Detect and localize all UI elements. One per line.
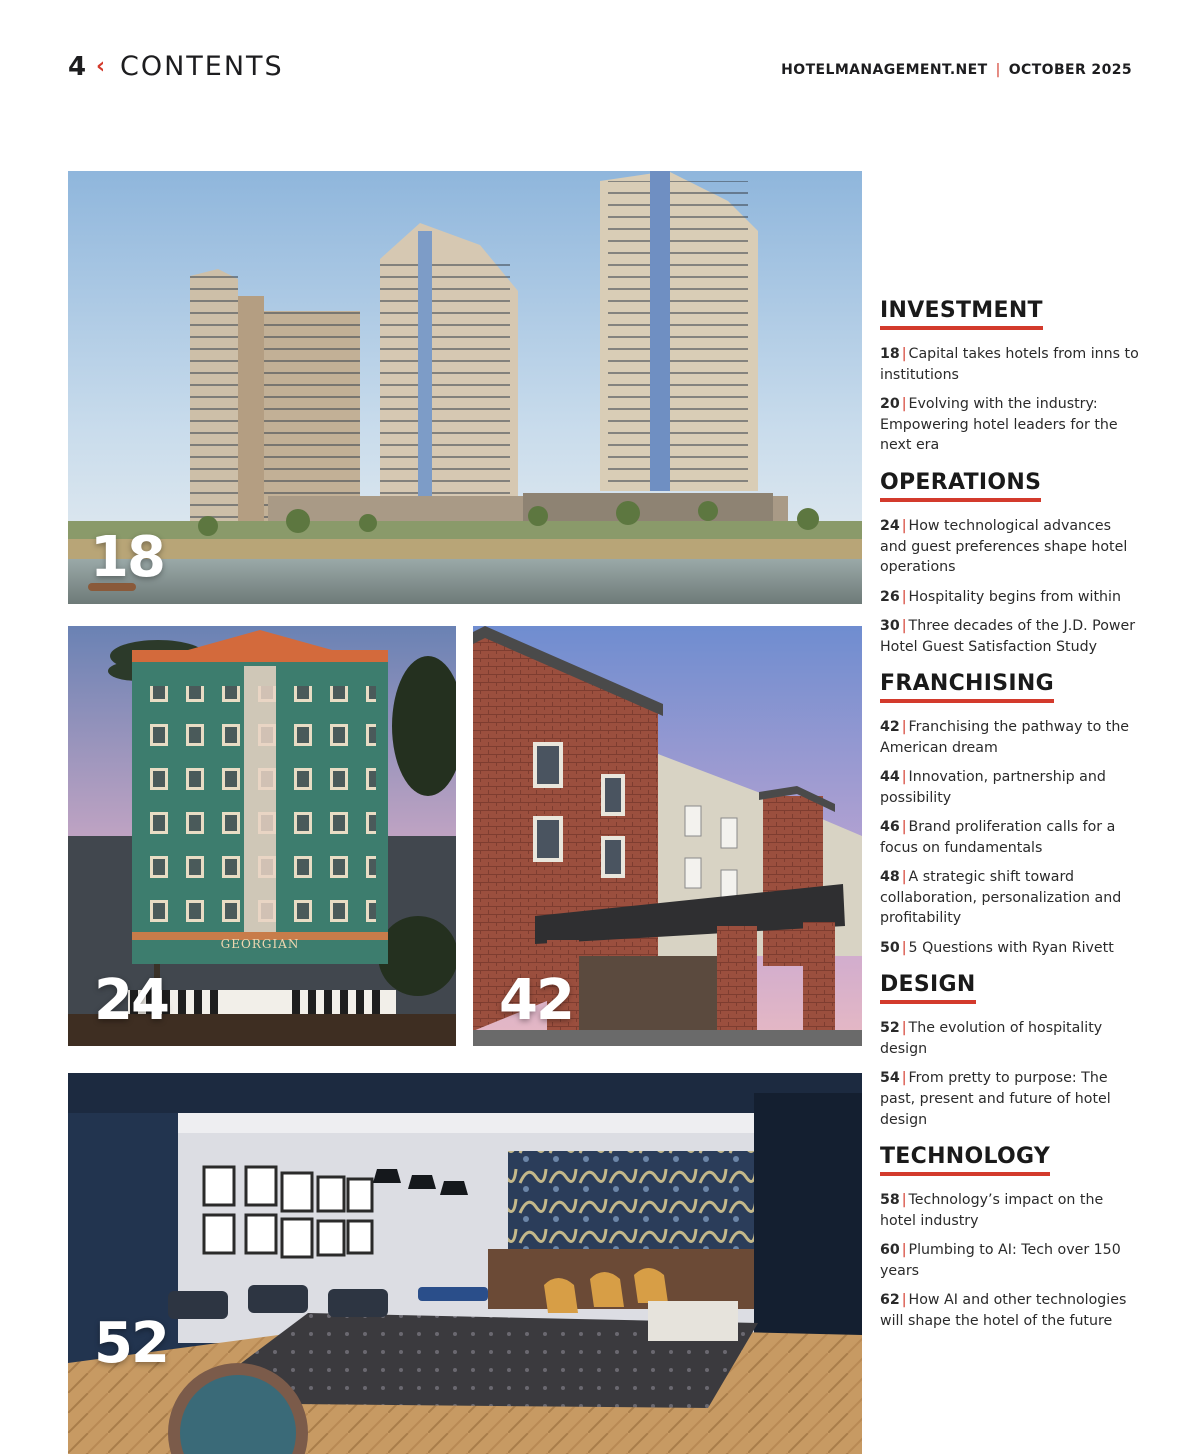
section-title: INVESTMENT: [880, 298, 1043, 330]
entry-title: Brand proliferation calls for a focus on fundamentals: [880, 819, 1116, 856]
contents-label: CONTENTS: [120, 51, 284, 82]
entry-page-number: 62: [880, 1292, 900, 1309]
entry-title: How AI and other technologies will shape the hotel of the future: [880, 1292, 1127, 1329]
toc-entry[interactable]: [880, 1190, 1142, 1231]
page-number-52: 52: [94, 1311, 168, 1376]
toc-entry[interactable]: [880, 717, 1142, 758]
site-name[interactable]: HOTELMANAGEMENT.NET: [781, 62, 988, 78]
svg-text:GEORGIAN: GEORGIAN: [220, 937, 300, 951]
entry-page-number: 20: [880, 395, 900, 412]
entry-separator: |: [901, 1020, 907, 1037]
issue-date: OCTOBER 2025: [1008, 62, 1132, 78]
entry-page-number: 30: [880, 617, 900, 634]
toc-entry[interactable]: [880, 817, 1142, 858]
entry-page-number: 52: [880, 1020, 900, 1037]
hotel-lobby-illustration: [68, 1073, 862, 1454]
entry-title: Franchising the pathway to the American dream: [880, 719, 1130, 756]
page-number-42: 42: [499, 968, 573, 1033]
entry-separator: |: [901, 588, 907, 605]
entry-separator: |: [901, 1292, 907, 1309]
toc-entry[interactable]: [880, 394, 1142, 456]
photo-towers[interactable]: [68, 171, 862, 604]
toc-section-investment: [880, 298, 1142, 456]
entry-title: How technological advances and guest preferences shape hotel operations: [880, 518, 1128, 576]
entry-page-number: 60: [880, 1242, 900, 1259]
photo-georgian-hotel[interactable]: [68, 626, 456, 1046]
entry-page-number: 26: [880, 588, 900, 605]
entry-title: Three decades of the J.D. Power Hotel Guest Satisfaction Study: [880, 617, 1136, 655]
entry-page-number: 44: [880, 769, 900, 786]
entry-page-number: 18: [880, 346, 900, 362]
chevron-left-icon: ‹: [96, 54, 106, 79]
towers-illustration: [68, 171, 862, 604]
toc-entry[interactable]: [880, 867, 1142, 929]
toc-entry[interactable]: [880, 516, 1142, 578]
masthead: [781, 62, 1132, 78]
entry-title: The evolution of hospitality design: [880, 1020, 1103, 1057]
toc-entry[interactable]: [880, 344, 1142, 385]
toc-entry[interactable]: [880, 1018, 1142, 1059]
entry-title: Technology’s impact on the hotel industry: [880, 1192, 1104, 1229]
toc-entry[interactable]: [880, 1068, 1142, 1130]
photo-brick-hotel[interactable]: [473, 626, 862, 1046]
entry-separator: |: [901, 719, 907, 736]
masthead-separator: |: [995, 62, 1001, 78]
entry-title: 5 Questions with Ryan Rivett: [908, 939, 1114, 956]
entry-page-number: 50: [880, 939, 900, 956]
entry-title: Evolving with the industry: Empowering hotel leaders for the next era: [880, 395, 1118, 454]
toc-entry[interactable]: [880, 616, 1142, 657]
toc-section-design: [880, 972, 1142, 1130]
entry-separator: |: [901, 346, 907, 362]
entry-separator: |: [901, 1192, 907, 1209]
entry-title: From pretty to purpose: The past, present and future of hotel design: [880, 1070, 1111, 1128]
page-header: [68, 50, 1132, 90]
section-title: OPERATIONS: [880, 470, 1041, 502]
page-number-24: 24: [94, 968, 168, 1033]
entry-title: Innovation, partnership and possibility: [880, 769, 1106, 806]
section-title: FRANCHISING: [880, 671, 1054, 703]
entry-page-number: 58: [880, 1192, 900, 1209]
toc-section-franchising: [880, 671, 1142, 958]
toc-section-technology: [880, 1144, 1142, 1331]
entry-separator: |: [901, 617, 907, 634]
entry-page-number: 24: [880, 518, 900, 535]
entry-separator: |: [901, 395, 907, 412]
entry-page-number: 54: [880, 1070, 900, 1087]
toc-entry[interactable]: [880, 767, 1142, 808]
entry-page-number: 46: [880, 819, 900, 836]
entry-title: Capital takes hotels from inns to institutions: [880, 346, 1139, 383]
entry-title: Plumbing to AI: Tech over 150 years: [880, 1242, 1121, 1279]
toc-entry[interactable]: [880, 587, 1142, 608]
toc-section-operations: [880, 470, 1142, 657]
entry-separator: |: [901, 939, 907, 956]
entry-page-number: 48: [880, 868, 900, 885]
entry-separator: |: [901, 1070, 907, 1087]
toc-entry[interactable]: [880, 938, 1142, 959]
table-of-contents: [880, 298, 1142, 1346]
entry-title: A strategic shift toward collaboration, personalization and profitability: [880, 868, 1122, 927]
page-number-18: 18: [90, 525, 164, 590]
entry-separator: |: [901, 819, 907, 836]
section-title: DESIGN: [880, 972, 976, 1004]
entry-title: Hospitality begins from within: [908, 588, 1121, 605]
entry-separator: |: [901, 868, 907, 885]
entry-separator: |: [901, 1242, 907, 1259]
page-number: 4: [68, 52, 87, 82]
entry-separator: |: [901, 518, 907, 535]
toc-entry[interactable]: [880, 1290, 1142, 1331]
entry-separator: |: [901, 769, 907, 786]
entry-page-number: 42: [880, 719, 900, 736]
toc-entry[interactable]: [880, 1240, 1142, 1281]
section-title: TECHNOLOGY: [880, 1144, 1050, 1176]
photo-hotel-lobby[interactable]: [68, 1073, 862, 1454]
